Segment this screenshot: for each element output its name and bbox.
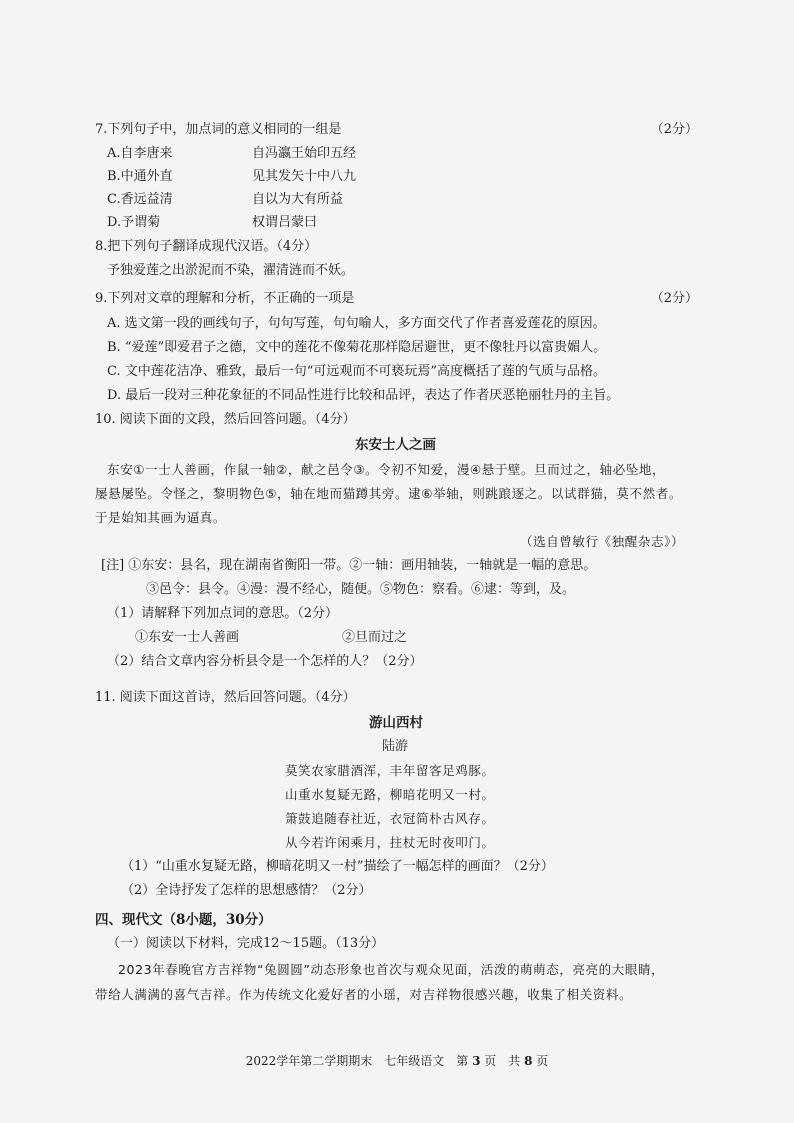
q10-note-line-2: ③邑令：县令。④漫：漫不经心，随便。⑤物色：察看。⑥逮：等到，及。: [146, 582, 576, 597]
q7-option-c-left: C.香远益清: [107, 192, 173, 207]
footer-prefix: 2022学年第二学期期末 七年级语文 第: [245, 1054, 469, 1068]
q11-stem: 11. 阅读下面这首诗，然后回答问题。（4分）: [95, 690, 356, 705]
q11-poem-line-4: 从今若许闲乘月，拄杖无时夜叩门。: [285, 835, 495, 850]
footer-page-number: 3: [472, 1054, 481, 1068]
q9-score: （2分）: [650, 291, 698, 306]
q9-option-d: D. 最后一段对三种花象征的不同品性进行比较和品评，表达了作者厌恶艳丽牡丹的主旨。: [107, 388, 620, 403]
q10-sub1: （1）请解释下列加点词的意思。（2分）: [107, 606, 339, 621]
q7-option-d-left: D.予谓菊: [107, 215, 161, 230]
q7-option-c-right: 自以为大有所益: [252, 192, 344, 207]
section4-heading: 四、现代文（8小题，30分）: [95, 912, 272, 928]
q7-option-a-left: A.自李唐来: [107, 146, 173, 161]
q10-passage-title: 东安士人之画: [355, 437, 436, 453]
q10-stem: 10. 阅读下面的文段，然后回答问题。（4分）: [95, 412, 356, 427]
q10-sub1-a: ①东安一士人善画: [135, 630, 240, 645]
page-footer: [0, 1052, 794, 1069]
q11-poem-title: 游山西村: [369, 715, 423, 731]
q10-source: （选自曾敏行《独醒杂志》）: [520, 534, 685, 549]
q9-stem: 9.下列对文章的理解和分析，不正确的一项是: [95, 291, 355, 306]
footer-total-pages: 8: [524, 1054, 533, 1068]
q11-poem-line-3: 箫鼓追随春社近，衣冠简朴古风存。: [285, 811, 495, 826]
q8-stem: 8.把下列句子翻译成现代汉语。（4分）: [95, 239, 318, 254]
q8-sentence: 予独爱莲之出淤泥而不染，濯清涟而不妖。: [107, 263, 355, 278]
q10-sub1-b: ②旦而过之: [342, 630, 408, 645]
q7-option-b-left: B.中通外直: [107, 169, 173, 184]
q10-passage-line-3: 于是始知其画为逼真。: [95, 510, 227, 525]
q11-poem-author: 陆游: [382, 739, 409, 754]
q7-option-b-right: 见其发矢十中八九: [252, 169, 357, 184]
section4-para-line-1: 2023年春晚官方吉祥物“兔圆圆”动态形象也首次与观众见面，活泼的萌萌态，亮亮的大眼睛，: [118, 962, 665, 977]
q9-option-a: A. 选文第一段的画线句子，句句写莲，句句喻人，多方面交代了作者喜爱莲花的原因。: [107, 316, 606, 331]
q9-option-b: B. “爱莲”即爱君子之德，文中的莲花不像菊花那样隐居避世，更不像牡丹以富贵媚人。: [107, 340, 607, 355]
q10-sub2: （2）结合文章内容分析县令是一个怎样的人？（2分）: [107, 654, 423, 669]
q11-sub2: （2）全诗抒发了怎样的思想感情？（2分）: [121, 883, 372, 898]
q11-poem-line-2: 山重水复疑无路，柳暗花明又一村。: [285, 787, 495, 802]
section4-part1: （一）阅读以下材料，完成12～15题。（13分）: [107, 936, 385, 951]
footer-mid: 页 共: [484, 1054, 521, 1068]
q7-score: （2分）: [650, 122, 698, 137]
footer-suffix: 页: [536, 1054, 549, 1068]
q10-passage-line-2: 屡悬屡坠。令怪之，黎明物色⑤，轴在地而猫蹲其旁。逮⑥举轴，则跳踉逐之。以试群猫，莫不然者。: [95, 486, 682, 501]
q9-option-c: C. 文中莲花洁净、雅致，最后一句“可远观而不可亵玩焉”高度概括了莲的气质与品格。: [107, 364, 607, 379]
q7-stem: 7.下列句子中，加点词的意义相同的一组是: [95, 122, 342, 137]
section4-para-line-2: 带给人满满的喜气吉祥。作为传统文化爱好者的小瑶，对吉祥物很感兴趣，收集了相关资料。: [95, 987, 633, 1002]
q7-option-a-right: 自冯瀛王始印五经: [252, 146, 357, 161]
q10-passage-line-1: 东安①一士人善画，作鼠一轴②，献之邑令③。令初不知爱，漫④悬于壁。旦而过之，轴必坠地，: [107, 462, 666, 477]
q11-poem-line-1: 莫笑农家腊酒浑，丰年留客足鸡豚。: [285, 763, 495, 778]
q11-sub1: （1）“山重水复疑无路，柳暗花明又一村”描绘了一幅怎样的画面？（2分）: [121, 859, 554, 874]
q7-option-d-right: 权谓吕蒙曰: [252, 215, 318, 230]
q10-note-line-1: [注] ①东安：县名，现在湖南省衡阳一带。②一轴：画用轴装，一轴就是一幅的意思。: [101, 558, 597, 573]
